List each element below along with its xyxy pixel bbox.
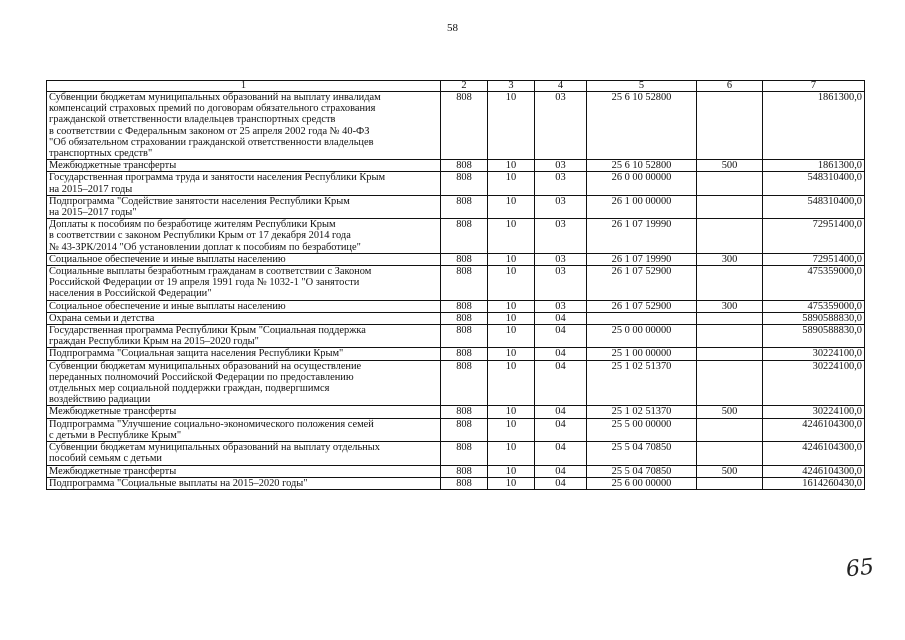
row-description-line: Охрана семьи и детства	[49, 312, 155, 324]
row-description-line: населения в Российской Федерации"	[49, 288, 212, 300]
table-row	[47, 172, 865, 195]
row-description-line: гражданской ответственности владельцев транспортных средств	[49, 114, 336, 126]
code-subsection: 03	[535, 219, 587, 254]
code-subsection: 04	[535, 465, 587, 477]
code-target-article: 26 0 00 00000	[587, 172, 697, 195]
code-section: 10	[488, 312, 535, 324]
code-subsection: 03	[535, 266, 587, 301]
code-target-article: 25 1 00 00000	[587, 348, 697, 360]
table-row	[47, 266, 865, 301]
code-expense-type	[697, 360, 763, 406]
code-expense-type	[697, 195, 763, 218]
code-section: 10	[488, 348, 535, 360]
table-row	[47, 465, 865, 477]
amount: 475359000,0	[763, 266, 865, 301]
code-expense-type: 300	[697, 300, 763, 312]
row-description-line: Социальное обеспечение и иные выплаты населению	[49, 300, 286, 312]
amount: 72951400,0	[763, 253, 865, 265]
code-target-article: 25 0 00 00000	[587, 325, 697, 348]
amount: 1861300,0	[763, 92, 865, 160]
code-expense-type	[697, 92, 763, 160]
table-body	[47, 92, 865, 490]
code-ministry: 808	[441, 477, 488, 489]
code-target-article: 26 1 07 52900	[587, 266, 697, 301]
table-row	[47, 418, 865, 441]
code-subsection: 04	[535, 442, 587, 465]
code-expense-type	[697, 266, 763, 301]
code-ministry: 808	[441, 442, 488, 465]
table-row	[47, 219, 865, 254]
code-subsection: 03	[535, 195, 587, 218]
code-expense-type	[697, 442, 763, 465]
code-target-article: 25 1 02 51370	[587, 360, 697, 406]
code-ministry: 808	[441, 360, 488, 406]
row-description	[47, 360, 441, 406]
table-row	[47, 195, 865, 218]
header-col-4: 4	[535, 81, 587, 92]
row-description-line: Межбюджетные трансферты	[49, 160, 177, 172]
header-col-1: 1	[47, 81, 441, 92]
code-subsection: 04	[535, 406, 587, 418]
code-target-article: 25 5 04 70850	[587, 442, 697, 465]
code-section: 10	[488, 172, 535, 195]
table-row	[47, 312, 865, 324]
row-description-line: в соответствии с законом Республики Крым от 17 декабря 2014 года	[49, 230, 351, 242]
code-section: 10	[488, 325, 535, 348]
code-expense-type: 300	[697, 253, 763, 265]
amount: 5890588830,0	[763, 325, 865, 348]
row-description-line: транспортных средств"	[49, 148, 153, 160]
table-row	[47, 160, 865, 172]
amount: 1861300,0	[763, 160, 865, 172]
row-description	[47, 325, 441, 348]
row-description-line: Субвенции бюджетам муниципальных образований на выплату инвалидам	[49, 92, 381, 103]
row-description-line: Российской Федерации от 19 апреля 1991 года № 1032-1 "О занятости	[49, 277, 360, 289]
row-description-line: компенсаций страховых премий по договорам обязательного страхования	[49, 103, 376, 115]
code-target-article: 25 6 10 52800	[587, 92, 697, 160]
code-expense-type	[697, 219, 763, 254]
code-ministry: 808	[441, 406, 488, 418]
amount: 548310400,0	[763, 195, 865, 218]
table-row	[47, 406, 865, 418]
row-description-line: в соответствии с Федеральным законом от 25 апреля 2002 года № 40-ФЗ	[49, 125, 370, 137]
code-expense-type: 500	[697, 465, 763, 477]
row-description-line: пособий семьям с детьми	[49, 453, 162, 465]
code-ministry: 808	[441, 172, 488, 195]
row-description	[47, 195, 441, 218]
code-ministry: 808	[441, 325, 488, 348]
code-subsection: 04	[535, 418, 587, 441]
code-expense-type: 500	[697, 406, 763, 418]
code-section: 10	[488, 406, 535, 418]
row-description-line: Государственная программа труда и занятости населения Республики Крым	[49, 172, 386, 184]
code-ministry: 808	[441, 300, 488, 312]
row-description	[47, 92, 441, 160]
row-description-line: Подпрограмма "Социальные выплаты на 2015–2020 годы"	[49, 477, 308, 489]
amount: 4246104300,0	[763, 418, 865, 441]
row-description-line: Субвенции бюджетам муниципальных образований на выплату отдельных	[49, 442, 380, 454]
row-description	[47, 300, 441, 312]
amount: 30224100,0	[763, 348, 865, 360]
row-description-line: воздействию радиации	[49, 394, 151, 406]
row-description	[47, 219, 441, 254]
table-row	[47, 348, 865, 360]
code-target-article: 26 1 07 19990	[587, 253, 697, 265]
code-section: 10	[488, 300, 535, 312]
code-subsection: 03	[535, 172, 587, 195]
row-description-line: Подпрограмма "Социальная защита населения Республики Крым"	[49, 348, 344, 360]
code-subsection: 03	[535, 253, 587, 265]
code-subsection: 04	[535, 325, 587, 348]
row-description	[47, 312, 441, 324]
table-header-row	[47, 81, 865, 92]
row-description-line: Подпрограмма "Содействие занятости населения Республики Крым	[49, 195, 350, 207]
code-section: 10	[488, 465, 535, 477]
header-col-2: 2	[441, 81, 488, 92]
amount: 4246104300,0	[763, 465, 865, 477]
row-description-line: Субвенции бюджетам муниципальных образований на осуществление	[49, 360, 362, 372]
code-ministry: 808	[441, 160, 488, 172]
code-ministry: 808	[441, 92, 488, 160]
table-row	[47, 92, 865, 160]
code-ministry: 808	[441, 465, 488, 477]
code-ministry: 808	[441, 219, 488, 254]
amount: 4246104300,0	[763, 442, 865, 465]
row-description	[47, 348, 441, 360]
code-ministry: 808	[441, 253, 488, 265]
row-description-line: "Об обязательном страховании гражданской ответственности владельцев	[49, 136, 374, 148]
row-description-line: Межбюджетные трансферты	[49, 465, 177, 477]
code-section: 10	[488, 92, 535, 160]
row-description-line: Доплаты к пособиям по безработице жителям Республики Крым	[49, 219, 336, 231]
code-subsection: 04	[535, 360, 587, 406]
code-target-article: 25 6 00 00000	[587, 477, 697, 489]
page-number: 58	[447, 22, 458, 34]
code-section: 10	[488, 195, 535, 218]
row-description	[47, 172, 441, 195]
row-description-line: Государственная программа Республики Крым "Социальная поддержка	[49, 325, 366, 337]
code-expense-type	[697, 325, 763, 348]
row-description-line: на 2015–2017 годы	[49, 183, 133, 195]
row-description	[47, 418, 441, 441]
code-section: 10	[488, 442, 535, 465]
header-col-5: 5	[587, 81, 697, 92]
row-description-line: Подпрограмма "Улучшение социально-экономического положения семей	[49, 418, 374, 430]
row-description	[47, 442, 441, 465]
code-target-article: 25 5 00 00000	[587, 418, 697, 441]
row-description	[47, 477, 441, 489]
header-col-3: 3	[488, 81, 535, 92]
code-subsection: 04	[535, 348, 587, 360]
code-section: 10	[488, 266, 535, 301]
amount: 475359000,0	[763, 300, 865, 312]
code-section: 10	[488, 160, 535, 172]
code-ministry: 808	[441, 348, 488, 360]
amount: 30224100,0	[763, 406, 865, 418]
code-target-article: 25 6 10 52800	[587, 160, 697, 172]
code-subsection: 04	[535, 477, 587, 489]
row-description-line: Социальное обеспечение и иные выплаты населению	[49, 253, 286, 265]
table-row	[47, 442, 865, 465]
row-description-line: Межбюджетные трансферты	[49, 406, 177, 418]
code-subsection: 03	[535, 300, 587, 312]
amount: 5890588830,0	[763, 312, 865, 324]
code-target-article: 25 5 04 70850	[587, 465, 697, 477]
code-subsection: 04	[535, 312, 587, 324]
row-description-line: с детьми в Республике Крым"	[49, 429, 182, 441]
code-target-article: 25 1 02 51370	[587, 406, 697, 418]
code-section: 10	[488, 253, 535, 265]
code-ministry: 808	[441, 418, 488, 441]
amount: 30224100,0	[763, 360, 865, 406]
code-section: 10	[488, 477, 535, 489]
row-description-line: переданных полномочий Российской Федерации по предоставлению	[49, 371, 354, 383]
budget-table	[46, 80, 865, 490]
code-target-article: 26 1 07 52900	[587, 300, 697, 312]
code-expense-type: 500	[697, 160, 763, 172]
table-row	[47, 300, 865, 312]
code-expense-type	[697, 477, 763, 489]
header-col-6: 6	[697, 81, 763, 92]
row-description	[47, 266, 441, 301]
code-target-article	[587, 312, 697, 324]
code-expense-type	[697, 418, 763, 441]
row-description-line: отдельных мер социальной поддержки граждан, подвергшимся	[49, 383, 330, 395]
amount: 548310400,0	[763, 172, 865, 195]
table-row	[47, 477, 865, 489]
table-row	[47, 325, 865, 348]
row-description	[47, 253, 441, 265]
code-expense-type	[697, 312, 763, 324]
row-description	[47, 160, 441, 172]
code-subsection: 03	[535, 160, 587, 172]
row-description	[47, 406, 441, 418]
code-section: 10	[488, 219, 535, 254]
amount: 72951400,0	[763, 219, 865, 254]
code-ministry: 808	[441, 312, 488, 324]
handwritten-page-mark: 65	[844, 554, 876, 583]
code-expense-type	[697, 172, 763, 195]
header-col-7: 7	[763, 81, 865, 92]
table-row	[47, 360, 865, 406]
row-description	[47, 465, 441, 477]
row-description-line: № 43-ЗРК/2014 "Об установлении доплат к пособиям по безработице"	[49, 241, 361, 253]
code-subsection: 03	[535, 92, 587, 160]
code-ministry: 808	[441, 266, 488, 301]
row-description-line: на 2015–2017 годы"	[49, 207, 137, 219]
code-expense-type	[697, 348, 763, 360]
row-description-line: Социальные выплаты безработным гражданам в соответствии с Законом	[49, 266, 372, 278]
code-section: 10	[488, 360, 535, 406]
amount: 1614260430,0	[763, 477, 865, 489]
code-ministry: 808	[441, 195, 488, 218]
row-description-line: граждан Республики Крым на 2015–2020 годы"	[49, 336, 259, 348]
code-target-article: 26 1 07 19990	[587, 219, 697, 254]
table-row	[47, 253, 865, 265]
code-section: 10	[488, 418, 535, 441]
code-target-article: 26 1 00 00000	[587, 195, 697, 218]
